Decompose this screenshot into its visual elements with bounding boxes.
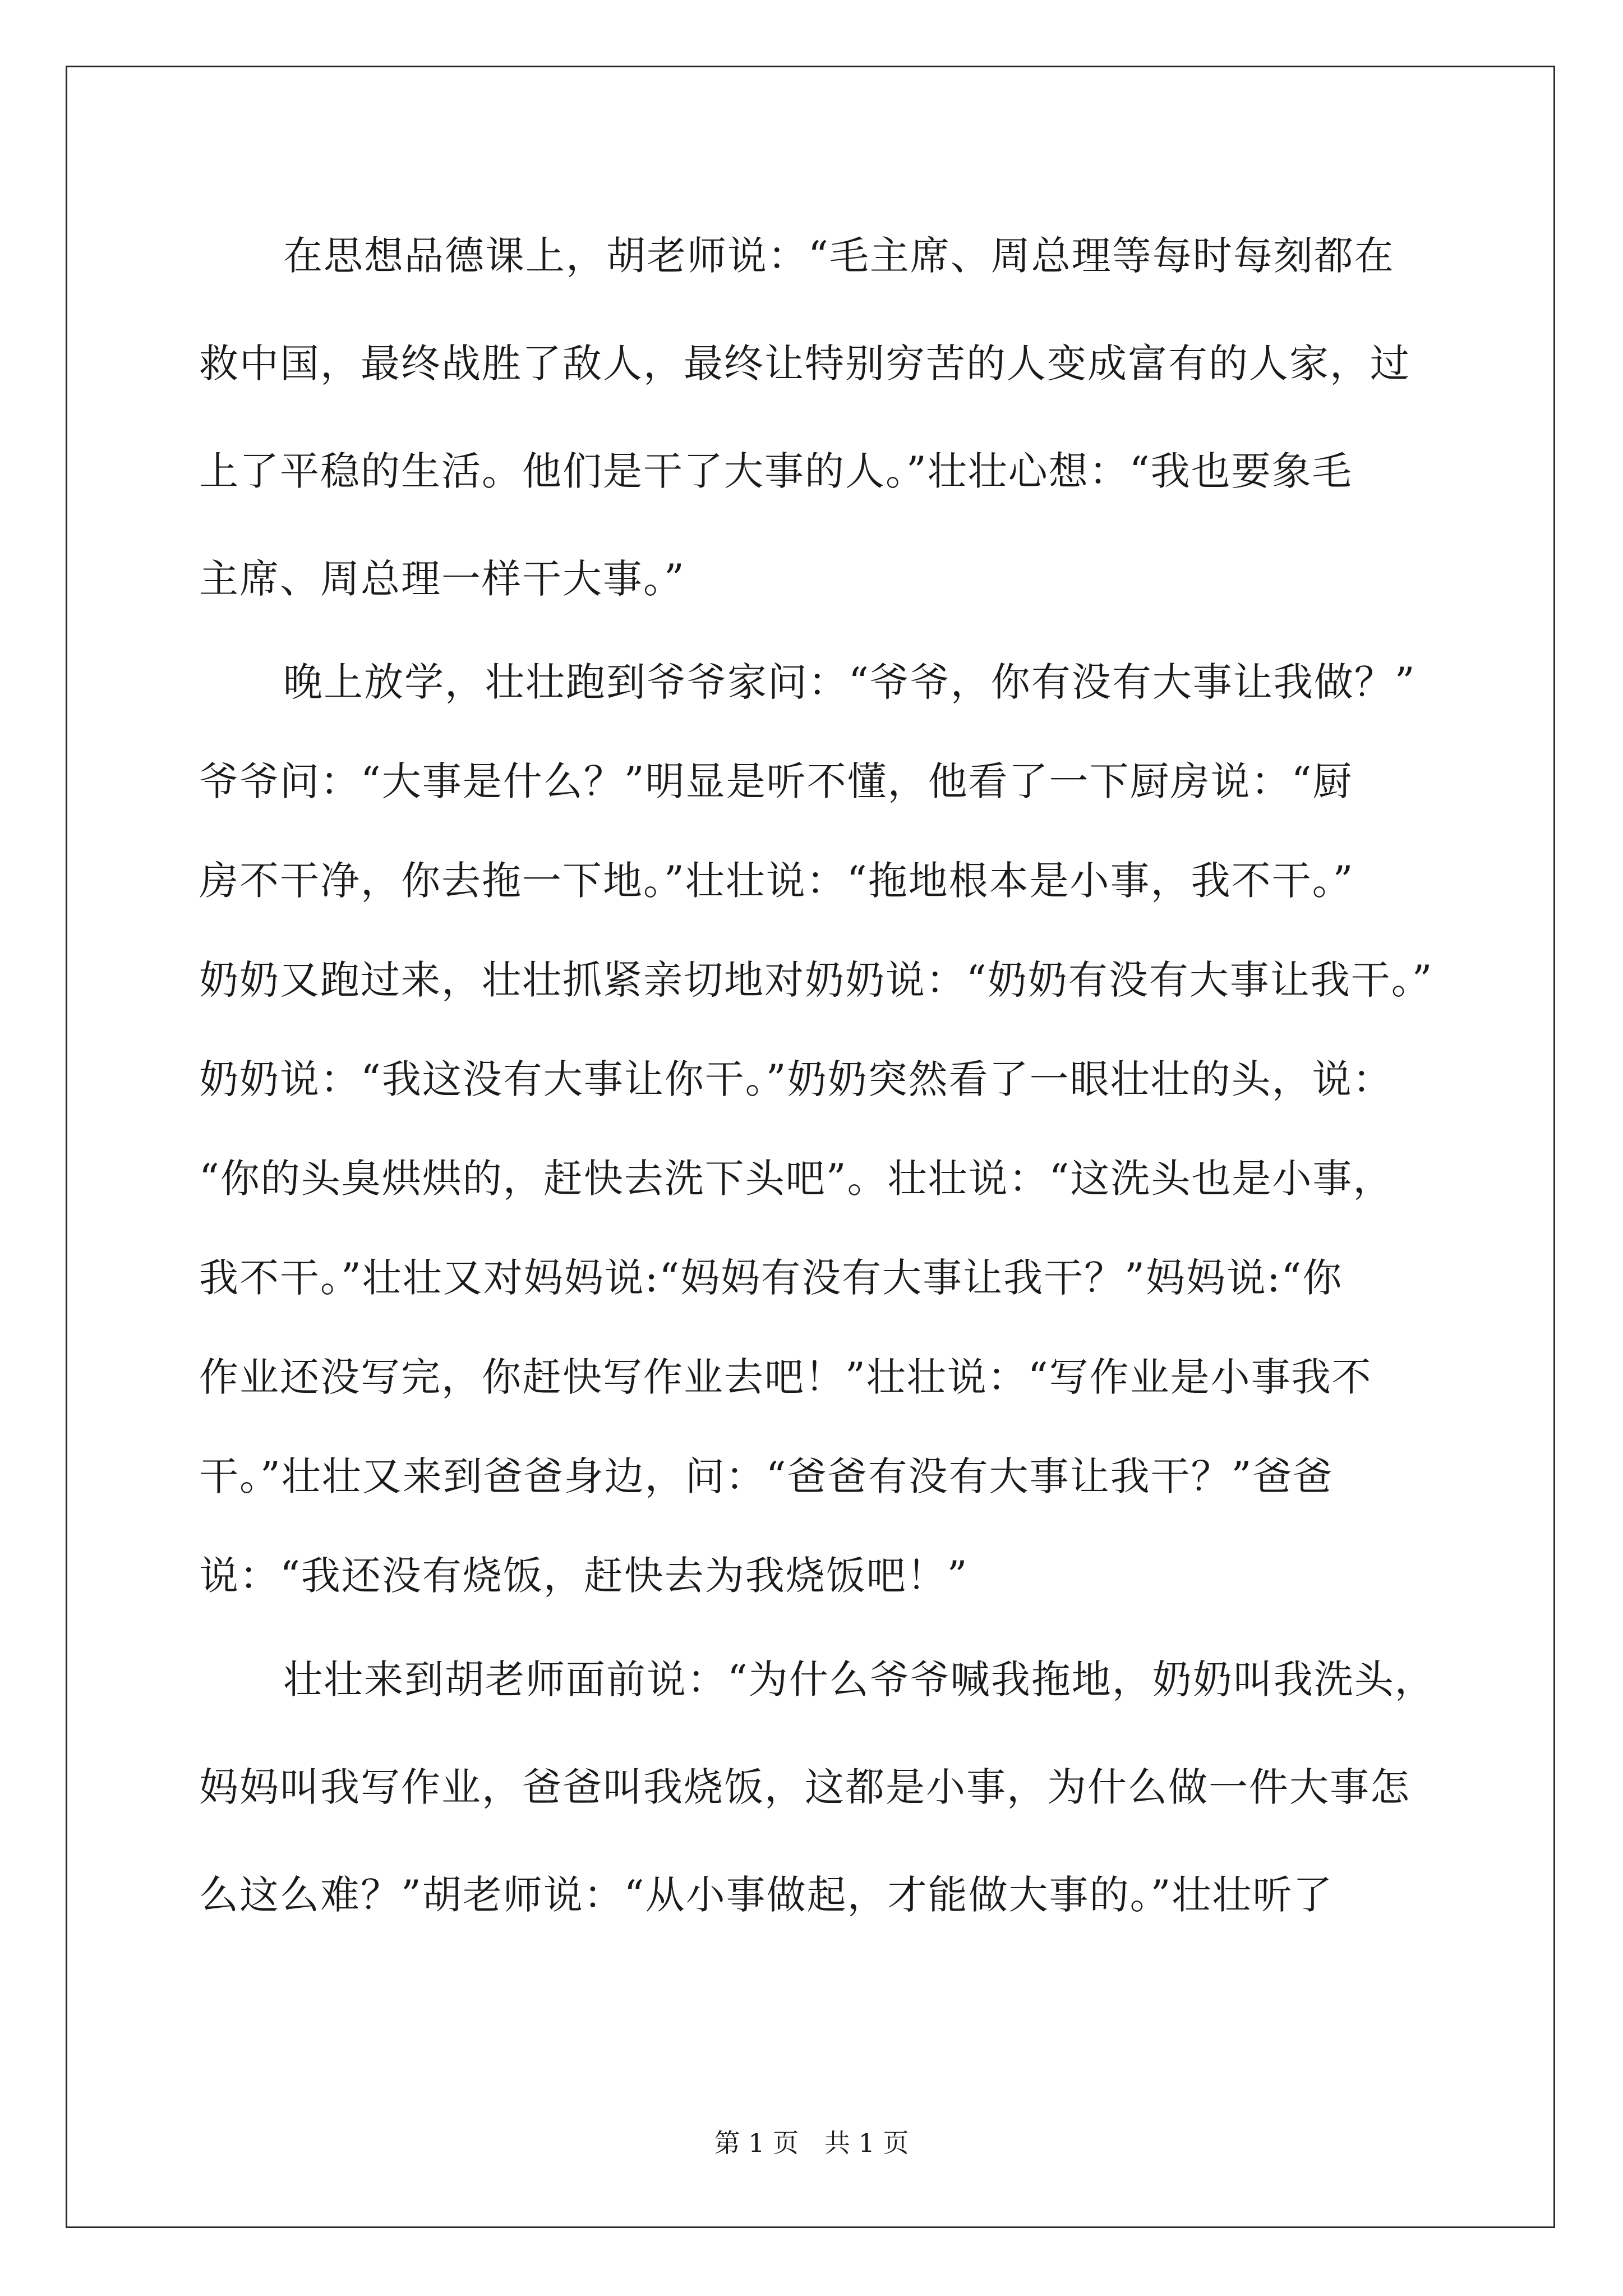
paragraph-3-line-2: 妈妈叫我写作业，爸爸叫我烧饭，这都是小事，为什么做一件大事怎 (199, 1764, 1410, 1810)
document-body (199, 202, 1433, 1949)
paragraph-2-line-3: 房不干净，你去拖一下地。”壮壮说：“拖地根本是小事，我不干。” (199, 858, 1354, 904)
paragraph-3-line-1: 壮壮来到胡老师面前说：“为什么爷爷喊我拖地，奶奶叫我洗头， (283, 1657, 1435, 1703)
paragraph-3-line-3: 么这么难？”胡老师说：“从小事做起，才能做大事的。”壮壮听了 (199, 1872, 1334, 1918)
paragraph-2-line-10: 说：“我还没有烧饭，赶快去为我烧饭吧！” (199, 1553, 969, 1599)
paragraph-2-line-4: 奶奶又跑过来，壮壮抓紧亲切地对奶奶说：“奶奶有没有大事让我干。” (199, 957, 1433, 1003)
paragraph-2-line-8: 作业还没写完，你赶快写作业去吧！”壮壮说：“写作业是小事我不 (199, 1354, 1372, 1400)
page-number: 第 1 页 共 1 页 (714, 2128, 909, 2158)
paragraph-2-line-1: 晚上放学，壮壮跑到爷爷家问：“爷爷，你有没有大事让我做？” (283, 659, 1416, 705)
paragraph-2-line-7: 我不干。”壮壮又对妈妈说:“妈妈有没有大事让我干？”妈妈说:“你 (199, 1255, 1343, 1301)
paragraph-1-line-3: 上了平稳的生活。他们是干了大事的人。”壮壮心想：“我也要象毛 (199, 448, 1353, 494)
paragraph-2-line-2: 爷爷问：“大事是什么？”明显是听不懂，他看了一下厨房说：“厨 (199, 758, 1353, 804)
paragraph-1-line-4: 主席、周总理一样干大事。” (199, 556, 685, 602)
paragraph-1-line-2: 救中国，最终战胜了敌人，最终让特别穷苦的人变成富有的人家，过 (199, 341, 1410, 386)
paragraph-1-line-1: 在思想品德课上，胡老师说：“毛主席、周总理等每时每刻都在 (283, 233, 1395, 279)
paragraph-2-line-9: 干。”壮壮又来到爸爸身边，问：“爸爸有没有大事让我干？”爸爸 (199, 1453, 1334, 1499)
paragraph-2-line-5: 奶奶说：“我这没有大事让你干。”奶奶突然看了一眼壮壮的头，说： (199, 1056, 1393, 1102)
paragraph-2-line-6: “你的头臭烘烘的，赶快去洗下头吧”。壮壮说：“这洗头也是小事， (199, 1156, 1394, 1202)
